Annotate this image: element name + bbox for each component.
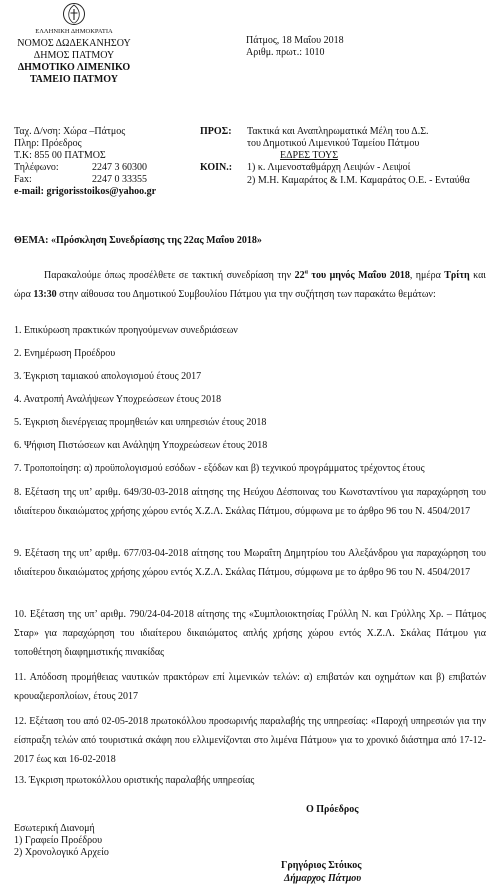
fax-value: 2247 0 33355 (92, 174, 147, 185)
agenda-item-12: 12. Εξέταση του από 02-05-2018 πρωτοκόλλου προσωρινής παραλαβής της υπηρεσίας: «Παροχή υπηρεσιών για την είσπραξη τελών από τουριστικά σκάφη που ελλιμενίζονται στο λιμένα Πάτμου» για το χρονικό διάστημα από 17-12-2017 έως και 16-02-2018 (14, 716, 486, 765)
chairman-label: Ο Πρόεδρος (306, 804, 359, 815)
address-line: Ταχ. Δ/νση: Χώρα –Πάτμος (14, 126, 126, 137)
fax-label: Fax: (14, 174, 32, 185)
meeting-time: 13:30 (33, 289, 57, 300)
republic-label: ΕΛΛΗΝΙΚΗ ΔΗΜΟΚΡΑΤΙΑ (35, 28, 113, 35)
to-line3: ΕΔΡΕΣ ΤΟΥΣ (280, 150, 339, 161)
agenda-item-5: 5. Έγκριση διενέργειας προμηθειών και υπηρεσιών έτους 2018 (14, 417, 267, 428)
intro-text-3: και ώρα (14, 270, 486, 300)
intro-paragraph (14, 266, 486, 304)
agenda-item-4: 4. Ανατροπή Αναλήψεων Υποχρεώσεων έτους 2018 (14, 394, 222, 405)
signer-name: Γρηγόριος Στόικος (281, 860, 362, 871)
municipality-label: ΔΗΜΟΣ ΠΑΤΜΟΥ (33, 50, 115, 61)
to-line2: του Δημοτικού Λιμενικού Ταμείου Πάτμου (247, 138, 420, 149)
port-fund-line2: ΤΑΜΕΙΟ ΠΑΤΜΟΥ (29, 74, 119, 85)
agenda-item-6: 6. Ψήφιση Πιστώσεων και Ανάληψη Υποχρεώσεων έτους 2018 (14, 440, 268, 451)
phone-label: Τηλέφωνο: (14, 162, 59, 173)
distribution-item-2: 2) Χρονολογικό Αρχείο (14, 847, 109, 858)
agenda-item-10: 10. Εξέταση της υπ’ αριθμ. 790/24-04-2018 αίτησης της «Συμπλοιοκτησίας Γρύλλη Ν. και Γρύλλης Χρ. – Πάτμος Σταρ» για παραχώρηση του ιδιαίτερου δικαιώματος απλής χρήσης χώρου εντός Χ.Ζ.Λ. Σκάλας Πάτμου για τοποθέτηση διαφημιστικής πινακίδας (14, 609, 486, 658)
meeting-weekday: Τρίτη (444, 270, 470, 281)
protocol-number: Αριθμ. πρωτ.: 1010 (246, 47, 325, 58)
intro-text-2: , ημέρα (409, 270, 445, 281)
cc-line2: 2) Μ.Η. Καμαράτος & Ι.Μ. Καμαράτος Ο.Ε. - Ενταύθα (247, 175, 470, 186)
intro-text-4: στην αίθουσα του Δημοτικού Συμβουλίου Πάτμου για την συζήτηση των παρακάτω θεμάτων: (56, 289, 436, 300)
to-label: ΠΡΟΣ: (200, 126, 232, 137)
phone-value: 2247 3 60300 (92, 162, 147, 173)
distribution-item-1: 1) Γραφείο Προέδρου (14, 835, 103, 846)
postal-line: Τ.Κ: 855 00 ΠΑΤΜΟΣ (14, 150, 106, 161)
agenda-item-2: 2. Ενημέρωση Προέδρου (14, 348, 116, 359)
agenda-item-11: 11. Απόδοση προμήθειας ναυτικών πρακτόρων επί λιμενικών τελών: α) επιβατών και οχημάτων και β) επιβατών κρουαζιεροπλοίων, έτους 2017 (14, 672, 486, 702)
distribution-title: Εσωτερική Διανομή (14, 823, 95, 834)
agenda-item-13: 13. Έγκριση πρωτοκόλλου οριστικής παραλαβής υπηρεσίας (14, 775, 255, 786)
meeting-day-number: 22 (294, 270, 305, 281)
signer-title: Δήμαρχος Πάτμου (284, 873, 362, 884)
subject-line: ΘΕΜΑ: «Πρόσκληση Συνεδρίασης της 22ας Μαΐου 2018» (14, 235, 262, 246)
agenda-item-9: 9. Εξέταση της υπ’ αριθμ. 677/03-04-2018 αίτησης του Μωραΐτη Δημητρίου του Αλεξάνδρου για παραχώρηση του ιδιαίτερου δικαιώματος χρήσης χώρου εντός Χ.Ζ.Λ. Σκάλας Πάτμου, σύμφωνα με το άρθρο 96 του Ν. 4504/2017 (14, 548, 486, 578)
agenda-item-3: 3. Έγκριση ταμιακού απολογισμού έτους 2017 (14, 371, 202, 382)
to-line1: Τακτικά και Αναπληρωματικά Μέλη του Δ.Σ. (247, 126, 429, 137)
agenda-item-8: 8. Εξέταση της υπ’ αριθμ. 649/30-03-2018 αίτησης της Ηεύχου Δέσποινας του Κωνσταντίνου για παραχώρηση του ιδιαίτερου δικαιώματος χρήσης χώρου εντός Χ.Ζ.Λ. Σκάλας Πάτμου, σύμφωνα με το άρθρο 96 του Ν. 4504/2017 (14, 487, 486, 517)
prefecture-label: ΝΟΜΟΣ ΔΩΔΕΚΑΝΗΣΟΥ (17, 38, 131, 49)
meeting-month: του μηνός Μαΐου 2018 (307, 270, 410, 281)
info-line: Πληρ: Πρόεδρος (14, 138, 82, 149)
document-date: Πάτμος, 18 Μαΐου 2018 (246, 35, 344, 46)
meeting-day-suffix: α (304, 269, 308, 276)
cc-label: ΚΟΙΝ.: (200, 162, 233, 173)
email-line: e-mail: grigorisstoikos@yahoo.gr (14, 186, 157, 197)
cc-line1: 1) κ. Λιμενοσταθμάρχη Λειψών - Λειψοί (247, 162, 411, 173)
agenda-item-1: 1. Επικύρωση πρακτικών προηγούμενων συνεδριάσεων (14, 325, 238, 336)
agenda-item-7: 7. Τροποποίηση: α) προϋπολογισμού εσόδων - εξόδων και β) τεχνικού προγράμματος τρέχοντος έτους (14, 463, 425, 474)
intro-text-1: Παρακαλούμε όπως προσέλθετε σε τακτική συνεδρίαση την (44, 270, 295, 281)
greek-emblem-icon (62, 2, 86, 26)
port-fund-line1: ΔΗΜΟΤΙΚΟ ΛΙΜΕΝΙΚΟ (17, 62, 131, 73)
